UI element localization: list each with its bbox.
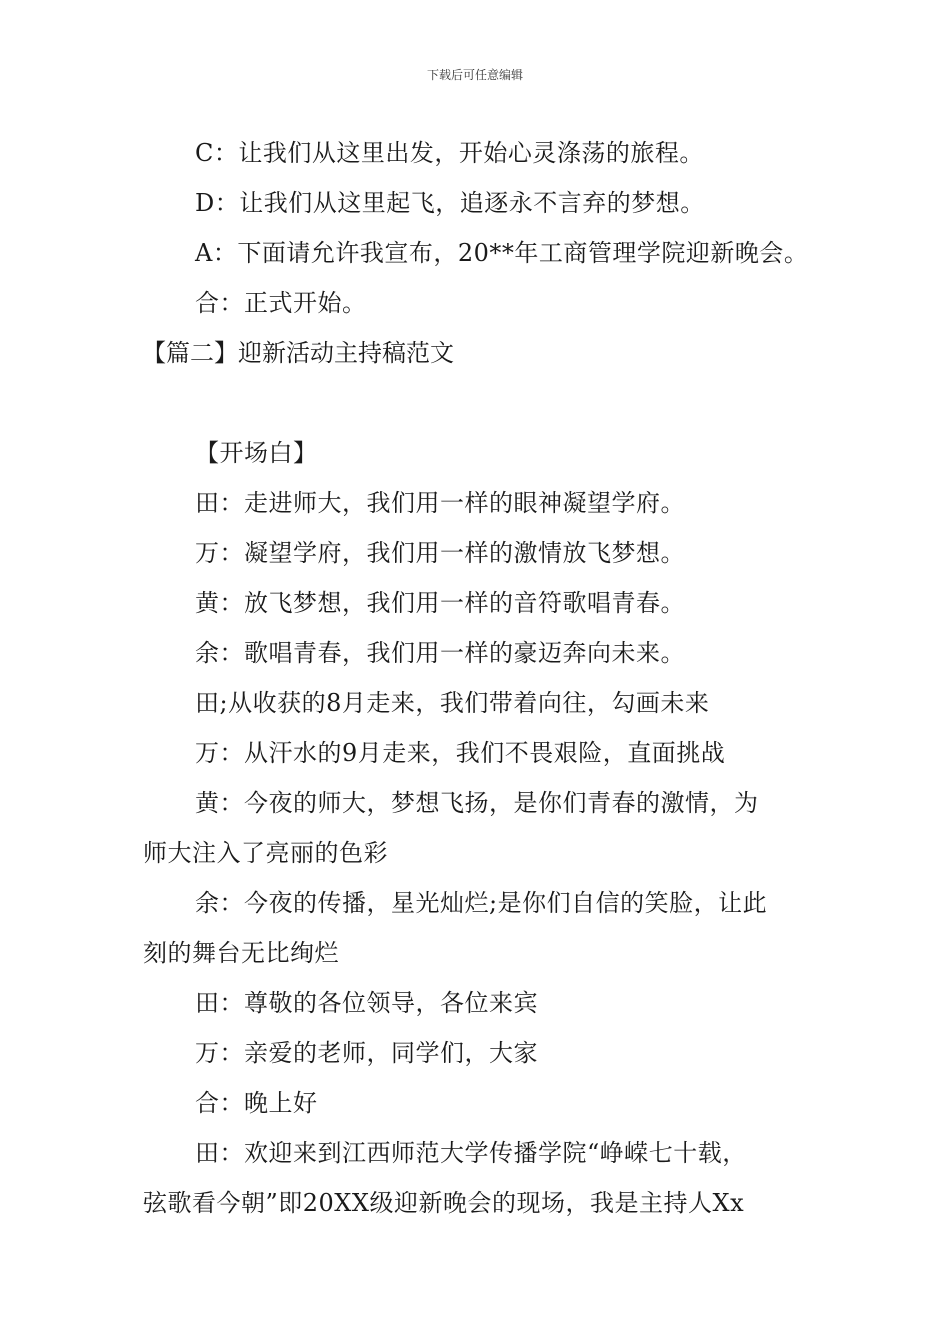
document-body [142, 128, 825, 1228]
paragraph-line: 刻的舞台无比绚烂 [143, 939, 339, 967]
paragraph-line: 田：欢迎来到江西师范大学传播学院“峥嵘七十载， [195, 1139, 747, 1167]
paragraph-line: C：让我们从这里出发，开始心灵涤荡的旅程。 [195, 139, 704, 167]
paragraph-line: 田：走进师大，我们用一样的眼神凝望学府。 [195, 489, 685, 517]
paragraph-line: D：让我们从这里起飞，追逐永不言弃的梦想。 [195, 189, 705, 217]
paragraph-line: 合：正式开始。 [195, 289, 367, 317]
paragraph-line: 余：今夜的传播，星光灿烂;是你们自信的笑脸，让此 [195, 889, 768, 917]
paragraph-line: A：下面请允许我宣布，20**年工商管理学院迎新晚会。 [195, 239, 809, 267]
paragraph-line: 黄：放飞梦想，我们用一样的音符歌唱青春。 [195, 589, 685, 617]
paragraph-line: 合：晚上好 [195, 1089, 318, 1117]
paragraph-line: 师大注入了亮丽的色彩 [143, 839, 388, 867]
blank-line [145, 378, 825, 428]
paragraph-line: 田;从收获的8月走来，我们带着向往，勾画未来 [195, 689, 710, 717]
paragraph-line: 万：从汗水的9月走来，我们不畏艰险，直面挑战 [195, 739, 726, 767]
paragraph-line: 万：凝望学府，我们用一样的激情放飞梦想。 [195, 539, 685, 567]
paragraph-line: 田：尊敬的各位领导，各位来宾 [195, 989, 538, 1017]
paragraph-line: 万：亲爱的老师，同学们，大家 [195, 1039, 538, 1067]
section-title: 【篇二】迎新活动主持稿范文 [142, 339, 454, 367]
paragraph-line: 弦歌看今朝”即20XX级迎新晚会的现场，我是主持人Xx [143, 1189, 745, 1217]
section-subtitle: 【开场白】 [195, 439, 318, 467]
header-note: 下载后可任意编辑 [426, 68, 523, 82]
paragraph-line: 黄：今夜的师大，梦想飞扬，是你们青春的激情，为 [195, 789, 759, 817]
paragraph-line: 余：歌唱青春，我们用一样的豪迈奔向未来。 [195, 639, 685, 667]
